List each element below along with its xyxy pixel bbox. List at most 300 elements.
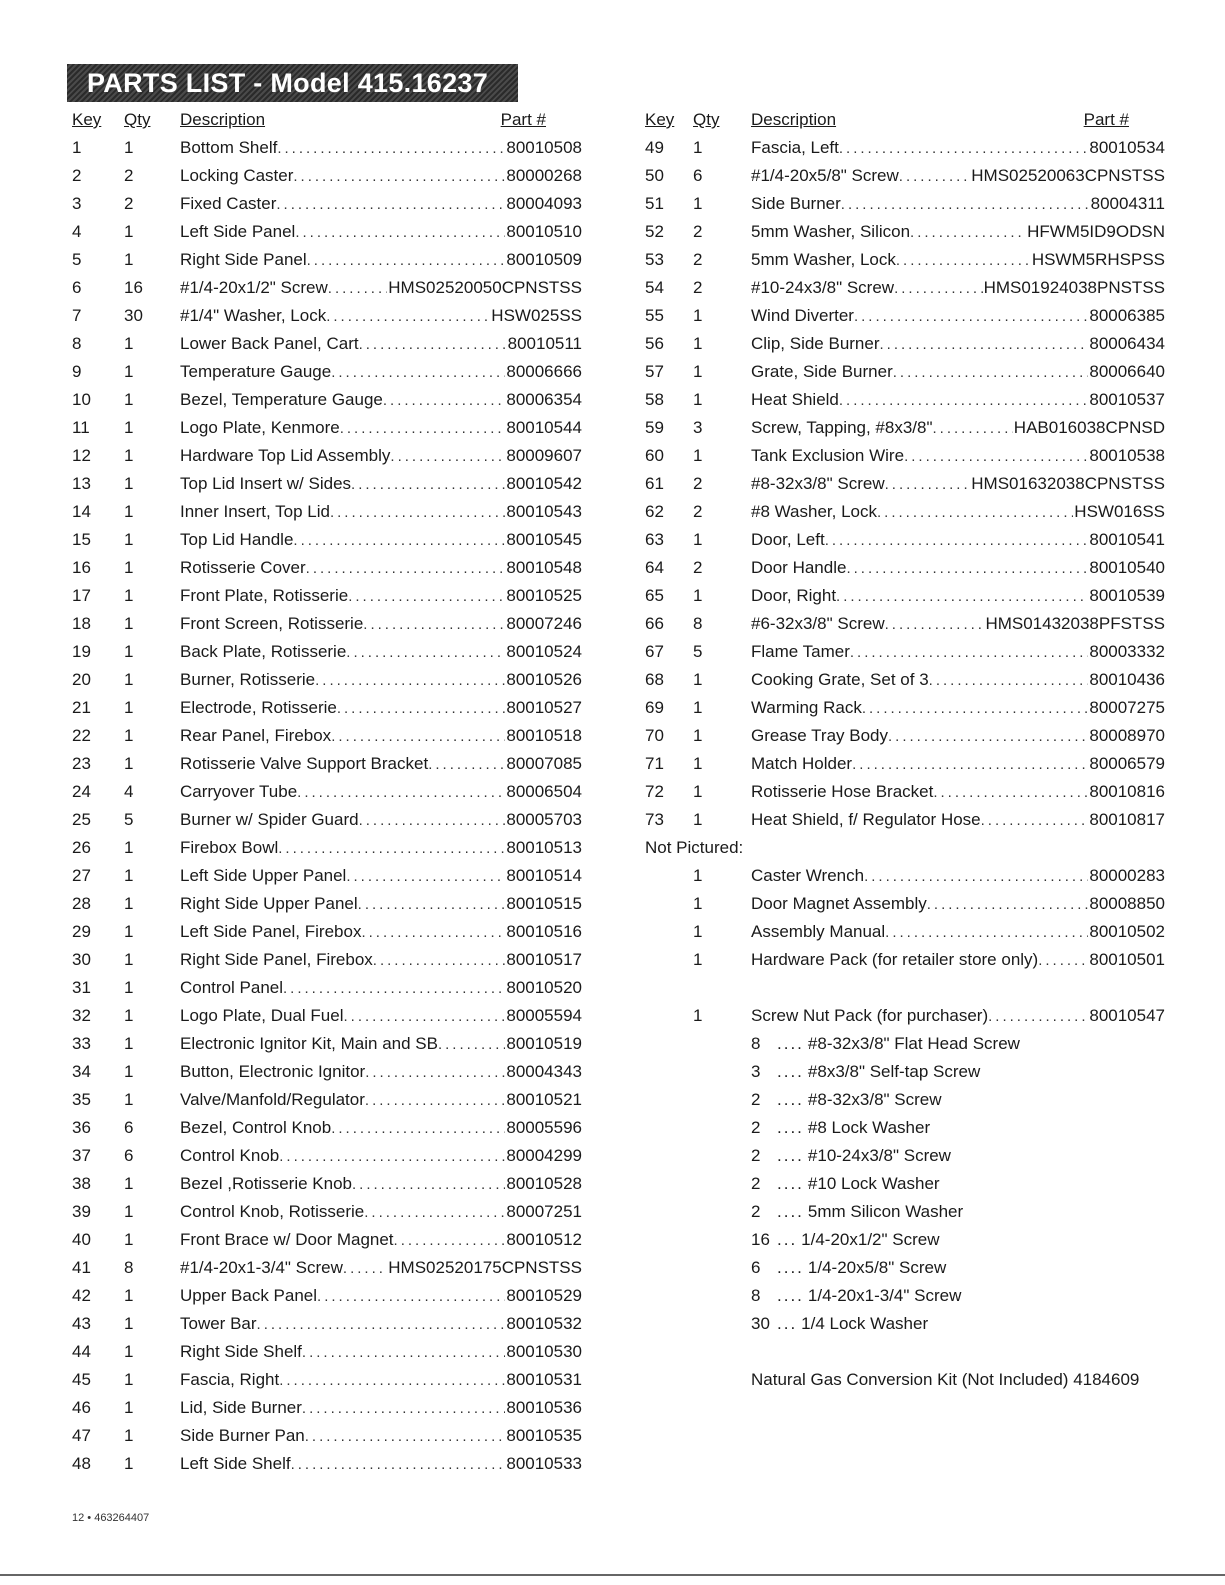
quantity: 1 [124,866,134,885]
key-number: 30 [72,950,91,969]
part-number: 80003332 [1089,642,1165,661]
quantity: 1 [693,530,703,549]
key-number: 63 [645,530,664,549]
dot-leader [365,1087,505,1115]
part-number: 80010514 [506,866,582,885]
part-description: Left Side Panel [180,222,296,241]
part-description: #1/4-20x1-3/4" Screw [180,1258,343,1277]
dot-leader: .... [777,1202,804,1221]
parts-row [72,414,582,442]
quantity: 1 [124,922,134,941]
page-footer: 12 • 463264407 [72,1512,150,1524]
quantity: 1 [124,1202,134,1221]
quantity: 1 [693,810,703,829]
parts-row [645,358,1165,386]
quantity: 1 [124,1090,134,1109]
key-number: 2 [72,166,82,185]
parts-row [72,1366,582,1394]
parts-row [72,1422,582,1450]
part-description: Hardware Pack (for retailer store only) [751,950,1039,969]
quantity: 1 [124,362,134,381]
table-header [645,106,1165,134]
part-description: 5mm Washer, Lock [751,250,896,269]
part-description: Lower Back Panel, Cart [180,334,359,353]
key-number: 3 [72,194,82,213]
dot-leader [880,331,1089,359]
key-number: 49 [645,138,664,157]
item-quantity: 8 [751,1286,761,1305]
key-number: 47 [72,1426,91,1445]
parts-row [72,610,582,638]
key-header: Key [645,110,675,129]
key-number: 29 [72,922,91,941]
parts-row [72,638,582,666]
part-number: 80010541 [1089,530,1165,549]
dot-leader [885,471,971,499]
quantity: 5 [124,810,134,829]
part-number: 80010540 [1089,558,1165,577]
part-number: 80010519 [506,1034,582,1053]
parts-table-left [72,106,582,1478]
item-description: #8x3/8" Self-tap Screw [807,1062,981,1081]
part-number: HSW025SS [491,306,582,325]
quantity: 1 [124,1314,134,1333]
part-number: 80010545 [506,530,582,549]
quantity: 1 [124,894,134,913]
part-description: Flame Tamer [751,642,850,661]
parts-row [645,302,1165,330]
parts-row [72,834,582,862]
parts-row [72,330,582,358]
parts-row [72,246,582,274]
part-description: Electrode, Rotisserie [180,698,337,717]
dot-leader [344,1003,506,1031]
quantity: 1 [693,586,703,605]
dot-leader [331,359,505,387]
parts-list-title: PARTS LIST - Model 415.16237 [67,64,518,102]
key-number: 32 [72,1006,91,1025]
part-number: 80008970 [1089,726,1165,745]
item-description: 1/4 Lock Washer [801,1314,929,1333]
part-number: 80010816 [1089,782,1165,801]
parts-row [72,778,582,806]
parts-row [645,918,1165,946]
dot-leader [302,1395,505,1423]
part-description: Door Magnet Assembly [751,894,927,913]
item-quantity: 2 [751,1146,761,1165]
part-number: 80007085 [506,754,582,773]
part-number: 80008850 [1089,894,1165,913]
item-description: #8-32x3/8" Flat Head Screw [807,1034,1020,1053]
key-number: 66 [645,614,664,633]
quantity: 8 [124,1258,134,1277]
dot-leader [279,1143,505,1171]
quantity: 30 [124,306,143,325]
quantity: 2 [693,222,703,241]
part-description: #10-24x3/8" Screw [751,278,895,297]
dot-leader [864,863,1088,891]
parts-row [72,1282,582,1310]
quantity: 1 [124,614,134,633]
item-quantity: 2 [751,1090,761,1109]
quantity: 1 [693,390,703,409]
quantity: 1 [693,446,703,465]
dot-leader [899,163,971,191]
item-quantity: 6 [751,1258,761,1277]
quantity: 1 [124,558,134,577]
parts-row [645,162,1165,190]
parts-row [72,1002,582,1030]
quantity: 1 [124,978,134,997]
part-number: 80004299 [506,1146,582,1165]
part-description: Wind Diverter [751,306,854,325]
key-number: 50 [645,166,664,185]
part-number: 80010520 [506,978,582,997]
quantity: 1 [124,1230,134,1249]
part-description: Right Side Shelf [180,1342,302,1361]
part-number: 80007246 [506,614,582,633]
quantity: 1 [693,866,703,885]
parts-row [72,806,582,834]
part-description: Right Side Panel [180,250,307,269]
quantity: 1 [124,418,134,437]
quantity: 1 [124,698,134,717]
parts-row [72,358,582,386]
spacer [645,974,1165,1002]
parts-row [72,1338,582,1366]
part-description: Bottom Shelf [180,138,278,157]
key-number: 52 [645,222,664,241]
dot-leader [283,975,505,1003]
dot-leader [346,863,505,891]
item-quantity: 2 [751,1118,761,1137]
key-number: 21 [72,698,91,717]
dot-leader: ... [777,1314,798,1333]
part-number: 80010528 [506,1174,582,1193]
part-number: 80010539 [1089,586,1165,605]
dot-leader [438,1031,505,1059]
key-number: 73 [645,810,664,829]
parts-row [645,442,1165,470]
part-description: Tank Exclusion Wire [751,446,905,465]
parts-row [72,974,582,1002]
key-number: 46 [72,1398,91,1417]
part-description: Front Screen, Rotisserie [180,614,364,633]
part-description: Top Lid Handle [180,530,294,549]
screw-pack-item [645,1198,1165,1226]
part-description: #6-32x3/8" Screw [751,614,885,633]
table-header [72,106,582,134]
dot-leader [383,387,505,415]
quantity: 1 [124,138,134,157]
parts-row [645,330,1165,358]
screw-pack-item [645,1142,1165,1170]
key-number: 69 [645,698,664,717]
key-number: 61 [645,474,664,493]
parts-row [72,554,582,582]
quantity: 6 [693,166,703,185]
dot-leader [894,275,983,303]
dot-leader [279,1367,505,1395]
key-number: 45 [72,1370,91,1389]
part-number: 80010518 [506,726,582,745]
parts-row [72,946,582,974]
quantity: 1 [124,530,134,549]
part-description: Control Knob, Rotisserie [180,1202,365,1221]
dot-leader [825,527,1089,555]
part-number: 80010526 [506,670,582,689]
item-quantity: 16 [751,1230,770,1249]
quantity: 1 [124,1342,134,1361]
dot-leader [293,163,505,191]
parts-row [72,918,582,946]
dot-leader [306,555,506,583]
dot-leader [276,191,505,219]
key-header: Key [72,110,102,129]
parts-row [645,610,1165,638]
key-number: 8 [72,334,82,353]
quantity: 2 [124,194,134,213]
part-number: 80010524 [506,642,582,661]
quantity: 1 [124,642,134,661]
parts-row [645,778,1165,806]
quantity: 1 [693,894,703,913]
parts-row [645,694,1165,722]
dot-leader [862,695,1089,723]
dot-leader [291,1451,506,1479]
quantity: 2 [693,502,703,521]
key-number: 53 [645,250,664,269]
part-number: 80010511 [507,334,582,353]
quantity: 1 [124,670,134,689]
key-number: 25 [72,810,91,829]
key-number: 71 [645,754,664,773]
quantity: 1 [124,1286,134,1305]
dot-leader [885,919,1088,947]
quantity: 1 [124,1062,134,1081]
screw-nut-pack [645,1002,1165,1030]
quantity: 1 [124,390,134,409]
key-number: 56 [645,334,664,353]
parts-row [72,1198,582,1226]
dot-leader [885,611,985,639]
screw-pack-item [645,1226,1165,1254]
dot-leader [315,667,505,695]
parts-row [645,862,1165,890]
parts-rows-left [72,134,582,1478]
part-number: 80006579 [1089,754,1165,773]
key-number: 9 [72,362,82,381]
item-quantity: 3 [751,1062,761,1081]
dot-leader: ... [777,1230,798,1249]
parts-row [72,666,582,694]
part-number: HMS02520050CPNSTSS [388,278,582,297]
part-number: 80006434 [1089,334,1165,353]
parts-row [645,218,1165,246]
part-number: 80010542 [506,474,582,493]
part-description: Grate, Side Burner [751,362,893,381]
parts-row [72,526,582,554]
item-quantity: 30 [751,1314,770,1333]
item-description: 1/4-20x1-3/4" Screw [807,1286,962,1305]
quantity: 1 [693,950,703,969]
part-number: 80010510 [506,222,582,241]
part-number: 80010531 [506,1370,582,1389]
part-number: 80010501 [1089,950,1165,969]
part-description: Top Lid Insert w/ Sides [180,474,352,493]
part-description: Clip, Side Burner [751,334,880,353]
key-number: 59 [645,418,664,437]
qty-header: Qty [124,110,151,129]
dot-leader [361,919,505,947]
part-number: 80005596 [506,1118,582,1137]
part-number: 80010532 [506,1314,582,1333]
item-description: 5mm Silicon Washer [807,1202,964,1221]
parts-row [72,1310,582,1338]
quantity: 1 [124,586,134,605]
dot-leader [331,723,505,751]
parts-row [645,470,1165,498]
part-number: 80010536 [506,1398,582,1417]
part-number: 80010543 [506,502,582,521]
key-number: 36 [72,1118,91,1137]
screw-pack-item [645,1310,1165,1338]
key-number: 43 [72,1314,91,1333]
screw-pack-item [645,1254,1165,1282]
key-number: 70 [645,726,664,745]
part-number: 80006666 [506,362,582,381]
part-number: 80010548 [506,558,582,577]
part-description: Carryover Tube [180,782,298,801]
part-number: HAB016038CPNSD [1013,418,1165,437]
key-number: 60 [645,446,664,465]
dot-leader [277,135,505,163]
parts-row [645,498,1165,526]
dot-leader [933,779,1088,807]
key-number: 68 [645,670,664,689]
parts-row [645,722,1165,750]
dot-leader [854,303,1088,331]
key-number: 26 [72,838,91,857]
part-description: #1/4-20x5/8" Screw [751,166,899,185]
quantity: 6 [124,1146,134,1165]
part-number: 80000268 [506,166,582,185]
part-description: Door, Right [751,586,837,605]
dot-leader: .... [777,1258,804,1277]
quantity: 1 [124,250,134,269]
parts-row [72,694,582,722]
part-description: Rear Panel, Firebox [180,726,332,745]
part-number: 80010516 [506,922,582,941]
part-description: Fascia, Right [180,1370,280,1389]
key-number: 7 [72,306,82,325]
part-description: Bezel, Temperature Gauge [180,390,383,409]
part-number: 80007275 [1089,698,1165,717]
part-description: Electronic Ignitor Kit, Main and SB [180,1034,438,1053]
part-description: Match Holder [751,754,853,773]
part-description: Bezel, Control Knob [180,1118,332,1137]
part-description: Back Plate, Rotisserie [180,642,347,661]
quantity: 1 [693,922,703,941]
key-number: 15 [72,530,91,549]
dot-leader: .... [777,1146,804,1165]
key-number: 28 [72,894,91,913]
parts-row [72,890,582,918]
dot-leader [352,1171,505,1199]
parts-row [645,946,1165,974]
key-number: 11 [72,418,90,437]
dot-leader [340,415,506,443]
quantity: 2 [693,278,703,297]
item-description: 1/4-20x1/2" Screw [801,1230,940,1249]
key-number: 17 [72,586,91,605]
part-description: Rotisserie Hose Bracket [751,782,934,801]
part-number: 80010509 [506,250,582,269]
key-number: 41 [72,1258,91,1277]
qty-header: Qty [693,110,720,129]
part-number: 80010515 [506,894,582,913]
dot-leader [933,415,1013,443]
part-number: 80010521 [506,1090,582,1109]
part-description: Firebox Bowl [180,838,279,857]
key-number: 33 [72,1034,91,1053]
key-number: 1 [72,138,82,157]
part-number: 80004343 [506,1062,582,1081]
parts-row [645,414,1165,442]
parts-row [72,750,582,778]
dot-leader [365,1059,505,1087]
part-description: Caster Wrench [751,866,865,885]
part-description: Screw, Tapping, #8x3/8" [751,418,933,437]
dot-leader [317,1283,505,1311]
dot-leader [841,191,1090,219]
part-description: Door, Left [751,530,825,549]
dot-leader [351,471,505,499]
key-number: 38 [72,1174,91,1193]
parts-row [72,498,582,526]
part-description: Rotisserie Valve Support Bracket [180,754,429,773]
part-description: Fixed Caster [180,194,277,213]
quantity: 2 [124,166,134,185]
dot-leader [302,1339,505,1367]
parts-row [72,862,582,890]
parts-row [645,582,1165,610]
parts-row [72,1058,582,1086]
part-number: 80006504 [506,782,582,801]
part-number: HMS01432038PFSTSS [985,614,1165,633]
dot-leader [877,499,1073,527]
quantity: 1 [693,194,703,213]
item-description: #10-24x3/8" Screw [807,1146,951,1165]
part-number: 80010529 [506,1286,582,1305]
quantity: 1 [124,502,134,521]
dot-leader [988,1003,1088,1031]
part-description: Logo Plate, Dual Fuel [180,1006,344,1025]
quantity: 1 [693,698,703,717]
item-description: 1/4-20x5/8" Screw [807,1258,947,1277]
dot-leader [1038,947,1088,975]
parts-row [645,274,1165,302]
part-number: 80006640 [1089,362,1165,381]
quantity: 1 [124,1006,134,1025]
quantity: 1 [693,334,703,353]
dot-leader [346,639,505,667]
parts-row [645,806,1165,834]
key-number: 34 [72,1062,91,1081]
parts-row [72,162,582,190]
part-description: Burner, Rotisserie [180,670,316,689]
part-description: Right Side Upper Panel [180,894,358,913]
